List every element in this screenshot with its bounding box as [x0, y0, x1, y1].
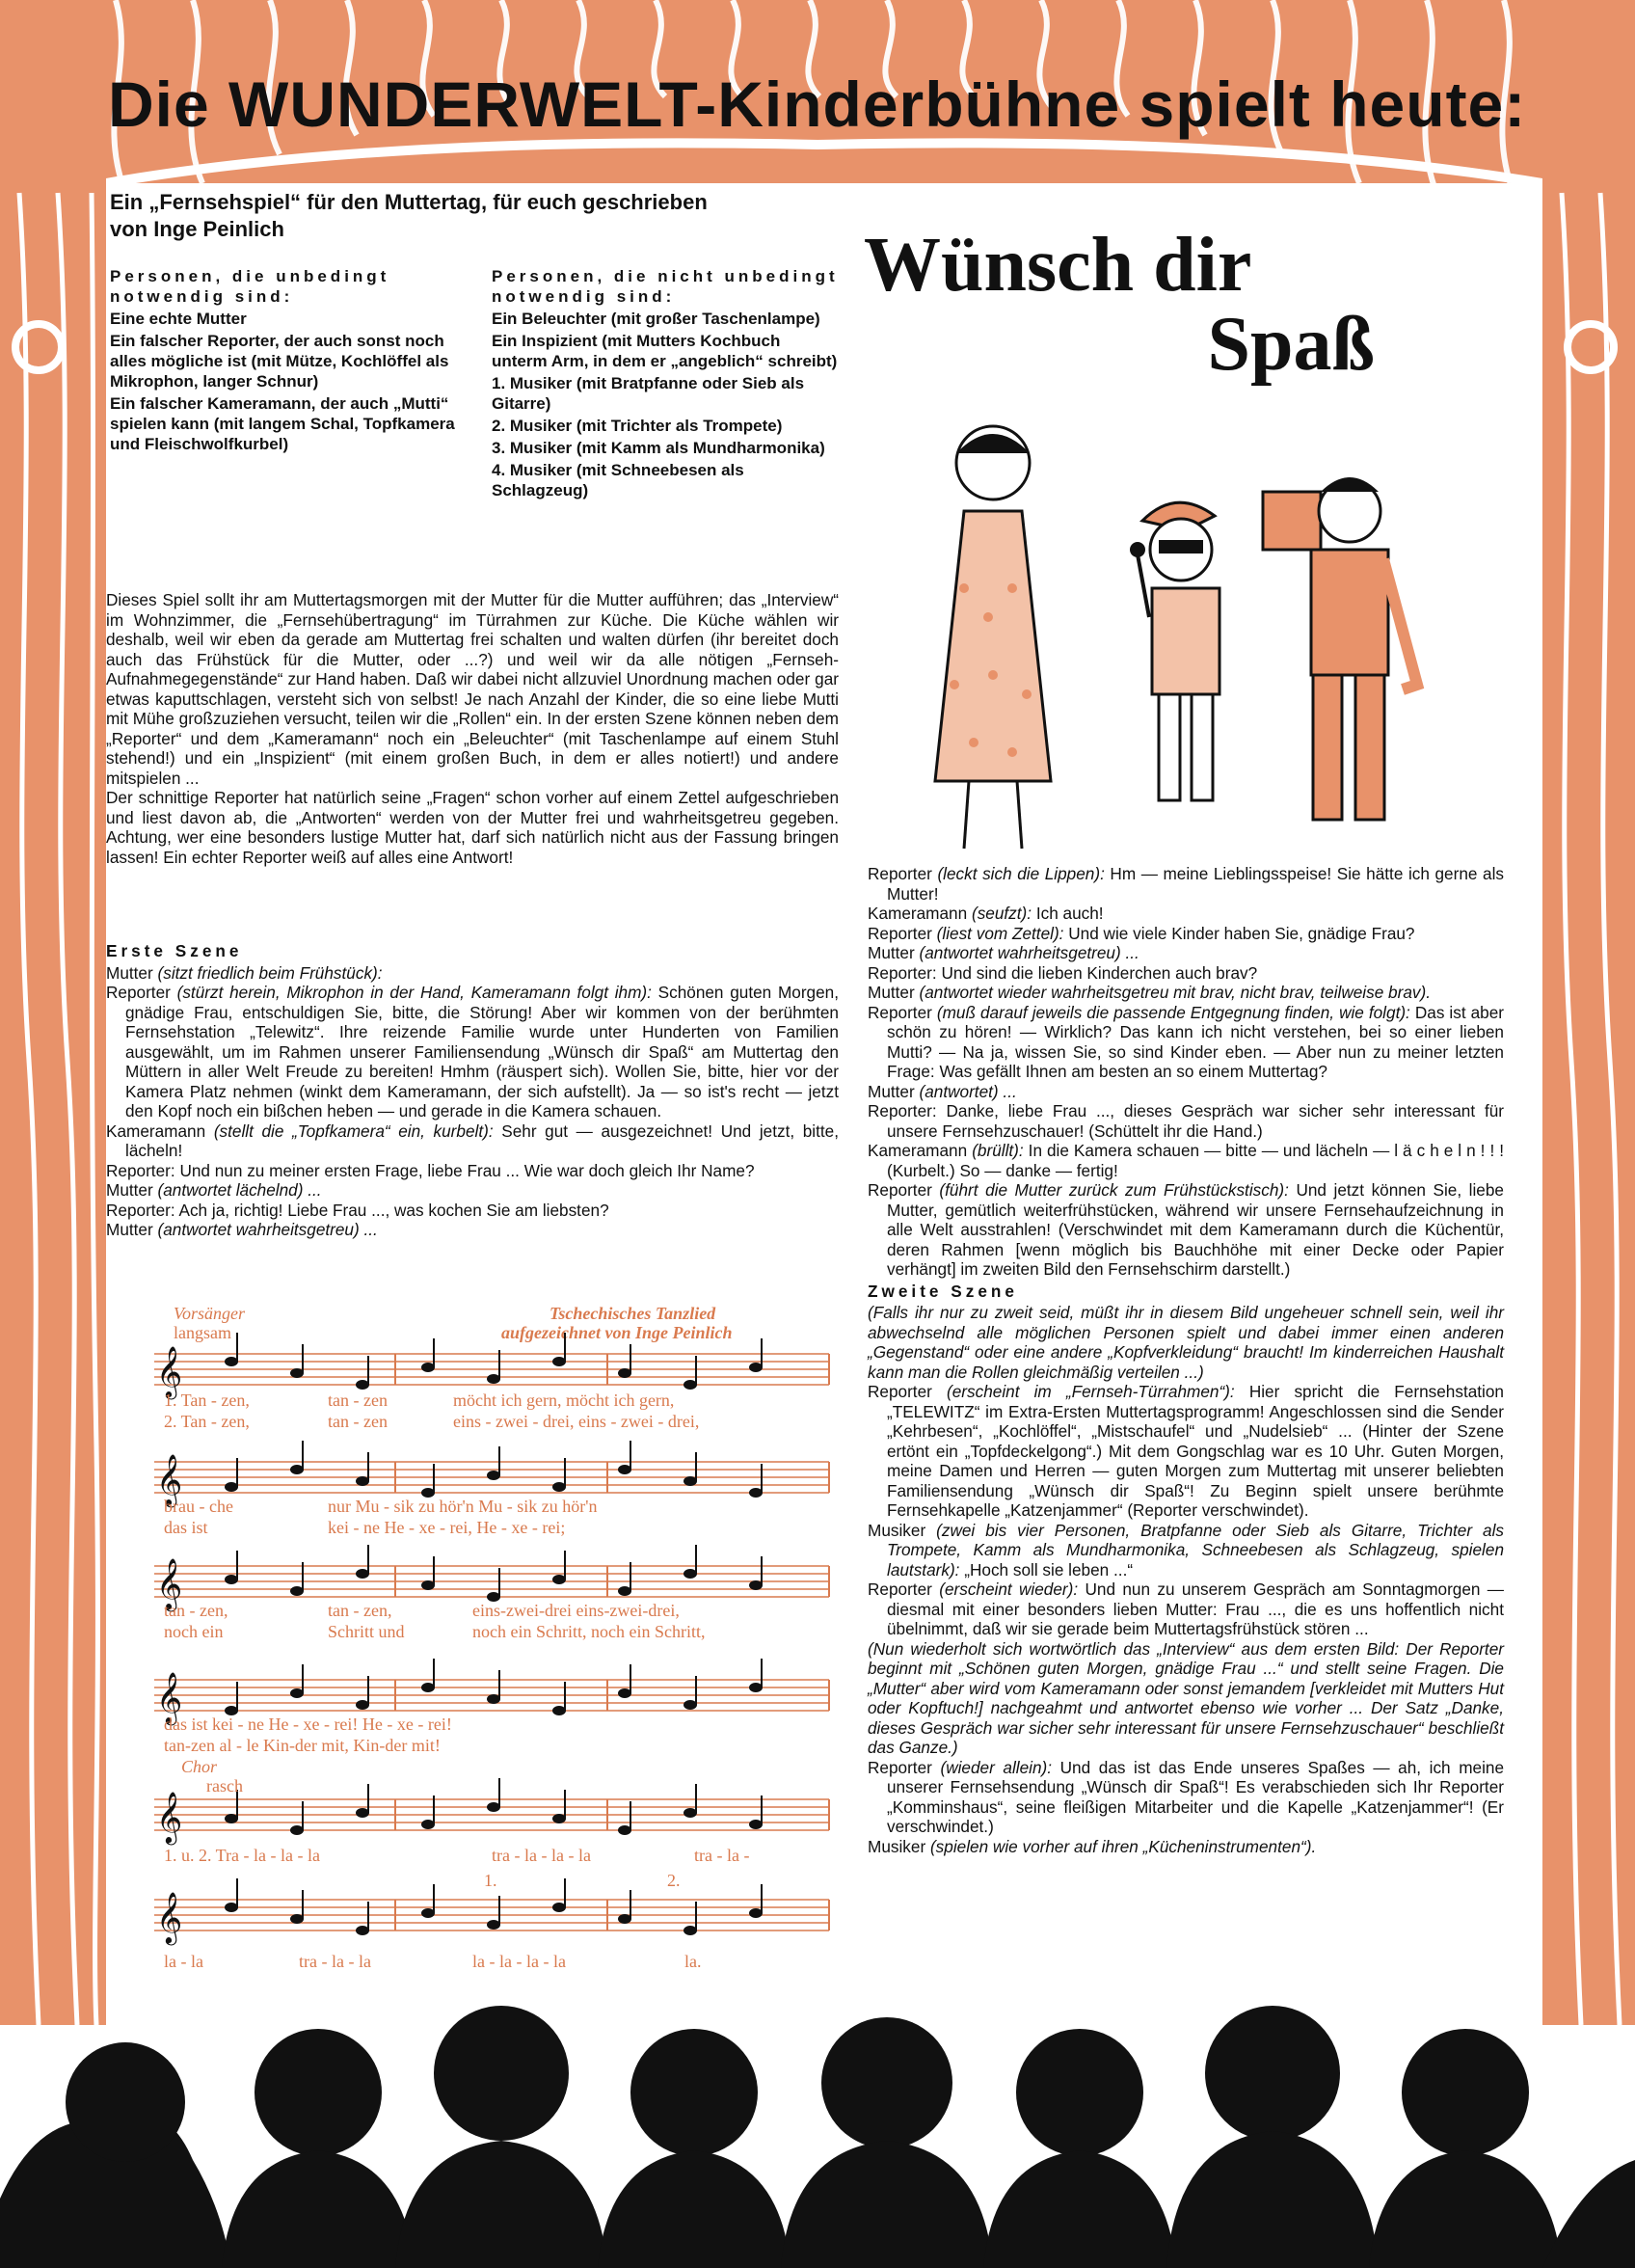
note-head: [225, 1814, 238, 1823]
note-head: [552, 1903, 566, 1912]
dialogue-line: [106, 1180, 839, 1201]
note-head: [487, 1802, 500, 1812]
intro-paragraph: Der schnittige Reporter hat natürlich seine „Fragen“ schon vorher auf einem Zettel aufgeschrieben und liest davon ab, die „Antworten“ werden von der Mutter frei und wahrheitsgetreu gegeben. Achtung, wer eine besonders lustige Mutter hat, darf sich natürlich nicht aus der Fassung bringen lassen! Ein echter Reporter weiß auf alles eine Antwort!: [106, 788, 839, 867]
dialogue-text: Und nun zu meiner ersten Frage, liebe Frau ... Wie war doch gleich Ihr Name?: [179, 1160, 755, 1180]
lyric: noch ein: [164, 1622, 224, 1641]
lyric: das ist kei - ne He - xe - rei! He - xe - rei!: [164, 1714, 452, 1734]
persons-optional-heading: Personen, die nicht unbedingt notwendig sind:: [492, 267, 839, 306]
dialogue-text: In die Kamera schauen — bitte — und lächeln — l ä c h e l n ! ! ! (Kurbelt.) So — danke — fertig!: [887, 1141, 1504, 1180]
stage-direction: (stürzt herein, Mikrophon in der Hand, Kameramann folgt ihm):: [176, 983, 652, 1002]
note-head: [683, 1926, 697, 1935]
note-head: [487, 1471, 500, 1480]
mother-figure: [935, 426, 1051, 849]
dialogue-text: „Hoch soll sie leben ...“: [964, 1559, 1134, 1580]
stage-direction: (spielen wie vorher auf ihren „Kücheninstrumenten“).: [929, 1836, 1317, 1856]
dialogue-text: Und nun zu unserem Gespräch am Sonntagmorgen — diesmal mit einer besonders lieben Mutter: Frau ..., die es uns hoffentlich nicht übelnimmt, daß wir sie gerade beim Muttertagsfrühstück stören ...: [887, 1580, 1504, 1638]
note-head: [421, 1908, 435, 1918]
dialogue-line: [106, 1220, 839, 1240]
lyric: das ist: [164, 1518, 208, 1537]
dialogue-line: [106, 1121, 839, 1161]
subheading-line1: Ein „Fernsehspiel“ für den Muttertag, für euch geschrieben: [110, 190, 708, 214]
note-head: [683, 1380, 697, 1390]
persons-item: Ein falscher Reporter, der auch sonst noch alles mögliche ist (mit Mütze, Kochlöffel als Mikrophon, langer Schnur): [110, 332, 449, 391]
note-head: [749, 1820, 763, 1829]
note-head: [618, 1688, 631, 1698]
lyric: noch ein Schritt, noch ein Schritt,: [472, 1622, 706, 1641]
stage-direction: (muß darauf jeweils die passende Entgegnung finden, wie folgt):: [936, 1002, 1410, 1022]
note-head: [618, 1586, 631, 1596]
persons-item: 2. Musiker (mit Trichter als Trompete): [492, 417, 783, 435]
note-head: [421, 1820, 435, 1829]
dialogue-text: Hier spricht die Fernsehstation „TELEWITZ“ im Extra-Ersten Muttertagsprogramm! Angeschlossen sind die Sender „Kehrbesen“, „Kochlöffel“, „Mistschaufel“ und „Nudelsieb“ ... (Hinter der Szene ertönt ein „Topfdeckelgong“.) Mit dem Gongschlag war es 10 Uhr. Guten Morgen, meine Damen und Herren — guten Morgen zum Muttertag mit unserer beliebten Familiensendung „Wünsch dir Spaß“! Zu Beginn spielt unsere berühmte Fernsehkapelle „Katzenjammer“ (Reporter verschwindet).: [887, 1382, 1504, 1520]
note-head: [552, 1706, 566, 1715]
sheet-music: [106, 1302, 839, 1981]
role: Mutter: [868, 1081, 915, 1101]
role: Reporter: [868, 1757, 932, 1777]
lyric: tra - la -: [694, 1846, 750, 1865]
note-head: [421, 1580, 435, 1590]
dialogue-line: [868, 1180, 1504, 1280]
lyric: la.: [684, 1952, 702, 1971]
dialogue-line: [106, 983, 839, 1121]
play-title: [864, 223, 1490, 387]
note-head: [749, 1363, 763, 1372]
lyric: la - la: [164, 1952, 203, 1971]
role: Reporter: [106, 983, 171, 1002]
stage-direction: (zwei bis vier Personen, Bratpfanne oder Sieb als Gitarre, Trichter als Trompete, Kamm als Mundharmonika, Schneebesen als Schlagzeug, spielen lautstark):: [887, 1520, 1504, 1580]
intro-paragraph: Dieses Spiel sollt ihr am Muttertagsmorgen mit der Mutter für die Mutter aufführen; das „Interview“ im Wohnzimmer, die „Fernsehübertragung“ im Türrahmen zur Küche. Die Küche wählen wir deshalb, weil wir eben da gerade am Muttertag frei schalten und walten dürfen (ihr bereitet doch auch das Frühstück für die Mutter, oder ...?) und weil wir da alle nötigen „Fernseh-Aufnahmegegenstände“ zur Hand haben. Daß wir dabei nicht allzuviel Unordnung machen oder gar etwas kaputtschlagen, versteht sich von selbst! Je nach Anzahl der Kinder, die so eine liebe Mutti mit Mühe großzuziehen versucht, teilen wir die „Rollen“ ein. In der ersten Szene können neben dem „Reporter“ und dem „Kameramann“ noch ein „Beleuchter“ (mit Taschenlampe auf einem Stuhl stehend!) und ein „Inspizient“ (mit einem großen Buch, in dem er alles notiert!) und andere mitspielen ...: [106, 590, 839, 788]
stage-direction: (antwortet wahrheitsgetreu) ...: [919, 943, 1139, 962]
lyric: la - la - la - la: [472, 1952, 566, 1971]
stage-direction: (antwortet lächelnd) ...: [157, 1180, 322, 1200]
persons-item: 3. Musiker (mit Kamm als Mundharmonika): [492, 439, 825, 457]
stage-direction: (Nun wiederholt sich wortwörtlich das „Interview“ aus dem ersten Bild: Der Reporter beginnt mit „Schönen guten Morgen, gnädige Frau ...“ und stellt seine Fragen. Die „Mutter“ aber wird vom Kameramann oder sonst jemandem [verkleidet mit Mutters Hut oder Kopftuch!] nachgeahmt und antwortet ebenso wie vorher ... Der Satz „Danke, dieses Gespräch war sicher sehr interessant für unsere Fernsehzuschauer“ beschließt das Ganze.): [868, 1638, 1504, 1757]
note-head: [225, 1903, 238, 1912]
reporter-figure: [1130, 502, 1220, 800]
persons-optional: [492, 266, 839, 502]
dialogue-text: Und das ist das Ende unseres Spaßes — ah, ich meine unserer Fernsehsendung „Wünsch dir Spaß“! Es verabschieden sich Ihr Reporter „Komminshaus“, seine fleißigen Mitarbeiter und die Kapelle „Katzenjammer“! (Er verschwindet.): [887, 1757, 1505, 1836]
note-head: [683, 1700, 697, 1710]
persons-necessary-heading: Personen, die unbedingt notwendig sind:: [110, 267, 390, 306]
note-head: [356, 1700, 369, 1710]
dialogue-text: Danke, liebe Frau ..., dieses Gespräch war sicher sehr interessant für unsere Fernsehzuschauer! (Schüttelt ihr die Hand.): [887, 1101, 1504, 1141]
play-title-line1: Wünsch dir: [864, 223, 1252, 308]
curtain-left-graphic: [0, 0, 106, 2025]
dialogue-line: [868, 963, 1504, 984]
treble-clef-icon: 𝄞: [156, 1557, 183, 1609]
role: Musiker: [868, 1836, 926, 1856]
role: Reporter: [868, 1382, 932, 1401]
main-content: [106, 183, 1542, 1996]
role: Reporter: [868, 864, 932, 883]
persons-item: 4. Musiker (mit Schneebesen als Schlagzeug): [492, 461, 744, 500]
note-head: [290, 1825, 304, 1835]
dialogue-line: [868, 864, 1504, 904]
role: Reporter: [868, 1002, 932, 1022]
dialogue-line: [868, 924, 1504, 944]
stage-direction: (führt die Mutter zurück zum Frühstückstisch):: [939, 1180, 1289, 1200]
note-head: [618, 1465, 631, 1474]
volta-2: 2.: [667, 1871, 681, 1890]
lyric: tra - la - la - la: [492, 1846, 591, 1865]
dialogue-line: [868, 1382, 1504, 1521]
role: Mutter: [106, 962, 153, 983]
note-head: [487, 1920, 500, 1930]
note-head: [356, 1569, 369, 1579]
note-head: [421, 1683, 435, 1692]
lyric: tra - la - la: [299, 1952, 371, 1971]
curtain-right-graphic: [1542, 0, 1635, 2025]
dialogue-text: Ach ja, richtig! Liebe Frau ..., was kochen Sie am liebsten?: [178, 1200, 609, 1220]
voice-label: Vorsänger: [174, 1304, 246, 1323]
song-credit: aufgezeichnet von Inge Peinlich: [501, 1323, 733, 1342]
role: Reporter: [868, 923, 932, 943]
lyric: 1. Tan - zen,: [164, 1390, 250, 1410]
stage-direction: (antwortet wieder wahrheitsgetreu mit brav, nicht brav, teilweise brav).: [919, 983, 1431, 1002]
dialogue-line: [868, 1580, 1504, 1639]
lyric: tan - zen,: [328, 1601, 392, 1620]
dialogue-line: [868, 1521, 1504, 1580]
tempo-label: rasch: [206, 1776, 243, 1796]
intro-text: [106, 590, 839, 867]
role: Reporter:: [106, 1200, 175, 1220]
lyric: brau - che: [164, 1497, 233, 1516]
dialogue-line: [868, 983, 1504, 1003]
note-head: [290, 1688, 304, 1698]
note-head: [225, 1575, 238, 1584]
dialogue-line: [868, 904, 1504, 924]
role: Reporter:: [868, 1101, 937, 1120]
stage-direction: (liest vom Zettel):: [936, 923, 1064, 943]
dialogue-line: [106, 963, 839, 984]
note-head: [356, 1380, 369, 1390]
note-head: [683, 1476, 697, 1486]
dialogue-line: [868, 943, 1504, 963]
persons-item: 1. Musiker (mit Bratpfanne oder Sieb als Gitarre): [492, 374, 805, 413]
note-head: [749, 1908, 763, 1918]
dialogue-line: [868, 1101, 1504, 1141]
treble-clef-icon: 𝄞: [156, 1671, 183, 1723]
role: Musiker: [868, 1520, 926, 1540]
treble-clef-icon: 𝄞: [156, 1791, 183, 1843]
curtain-right-border: [1542, 0, 1635, 2025]
role: Mutter: [106, 1220, 153, 1239]
children-illustration: [897, 395, 1504, 878]
role: Mutter: [868, 983, 915, 1002]
lyric: möcht ich gern, möcht ich gern,: [453, 1390, 675, 1410]
stage-direction: (erscheint wieder):: [939, 1580, 1079, 1599]
dialogue-text: Und sind die lieben Kinderchen auch brav?: [941, 962, 1258, 983]
note-head: [552, 1814, 566, 1823]
note-head: [356, 1808, 369, 1818]
tempo-label: langsam: [174, 1323, 231, 1342]
role: Mutter: [106, 1180, 153, 1200]
role: Kameramann: [868, 1141, 968, 1160]
dialogue-text: Das ist aber schön zu hören! — Wirklich? Das kann ich nicht verstehen, bei so einer lieben Mutti? — Na ja, wissen Sie, so sind Kinder eben. — Aber nun zu meiner letzten Frage: Was gefällt Ihnen am besten an so einem Muttertag?: [887, 1002, 1504, 1081]
role: Reporter:: [106, 1160, 175, 1180]
note-head: [290, 1914, 304, 1924]
stage-direction: (erscheint im „Fernseh-Türrahmen“):: [947, 1382, 1235, 1401]
persons-item: Eine echte Mutter: [110, 310, 247, 328]
note-head: [356, 1476, 369, 1486]
lyric: eins - zwei - drei, eins - zwei - drei,: [453, 1412, 700, 1431]
lyric: tan - zen: [328, 1412, 388, 1431]
volta-1: 1.: [484, 1871, 497, 1890]
note-head: [749, 1683, 763, 1692]
note-head: [552, 1357, 566, 1366]
note-head: [618, 1914, 631, 1924]
stage-direction: (wieder allein):: [940, 1757, 1053, 1777]
role: Mutter: [868, 943, 915, 962]
note-head: [618, 1825, 631, 1835]
scene1-heading: Erste Szene: [106, 941, 243, 960]
note-head: [290, 1586, 304, 1596]
stage-direction: (stellt die „Topfkamera“ ein, kurbelt):: [213, 1120, 494, 1141]
scene1-left: [106, 939, 839, 1240]
stage-direction: (brüllt):: [972, 1141, 1024, 1160]
persons-necessary: [110, 266, 457, 456]
scene2-note: [868, 1303, 1504, 1382]
dialogue-line: [868, 1141, 1504, 1180]
dialogue-line: [868, 1837, 1504, 1857]
lyric: nur Mu - sik zu hör'n Mu - sik zu hör'n: [328, 1497, 598, 1516]
note-head: [487, 1374, 500, 1384]
treble-clef-icon: 𝄞: [156, 1453, 183, 1505]
lyric: tan - zen: [328, 1390, 388, 1410]
lyric: kei - ne He - xe - rei, He - xe - rei;: [328, 1518, 566, 1537]
scene2-heading: Zweite Szene: [868, 1281, 1018, 1301]
dialogue-line: [106, 1161, 839, 1181]
stage-direction: (Falls ihr nur zu zweit seid, müßt ihr in diesem Bild ungeheuer schnell sein, weil ihr abwechselnd alle möglichen Personen spielt und dabei immer einen anderen „Gegenstand“ oder eine andere „Kopfverkleidung“ braucht! Im kinderreichen Haushalt kann man die Rollen gleichmäßig verteilen ...): [868, 1303, 1504, 1382]
dialogue-line: [868, 1639, 1504, 1758]
lyric: 2. Tan - zen,: [164, 1412, 250, 1431]
note-head: [552, 1482, 566, 1492]
dialogue-line: [868, 1082, 1504, 1102]
curtain-left-border: [0, 0, 106, 2025]
note-head: [749, 1580, 763, 1590]
audience-silhouettes: [0, 1967, 1635, 2268]
lyric: 1. u. 2. Tra - la - la - la: [164, 1846, 320, 1865]
dialogue-text: Und jetzt können Sie, liebe Mutter, gemütlich weiterfrühstücken, während wir unsere Fernsehaufzeichnung in alle Welt ausstrahlen! (Verschwindet mit dem Kameramann durch die Küchentür, deren Rahmen [wenn möglich bis Bauchhöhe mit einer Decke oder Papier verhängt] im zweiten Bild den Fernsehschirm darstellt.): [887, 1180, 1504, 1279]
role: Reporter: [868, 1180, 932, 1200]
stage-direction: (seufzt):: [971, 904, 1032, 923]
stage-direction: (sitzt friedlich beim Frühstück):: [157, 962, 383, 983]
cameraman-figure: [1263, 477, 1417, 820]
note-head: [552, 1575, 566, 1584]
lyric: tan - zen,: [164, 1601, 228, 1620]
lyric: eins-zwei-drei eins-zwei-drei,: [472, 1601, 680, 1620]
note-head: [749, 1488, 763, 1498]
dialogue-line: [106, 1201, 839, 1221]
persons-item: Ein Inspizient (mit Mutters Kochbuch unterm Arm, in dem er „angeblich“ schreibt): [492, 332, 838, 370]
dialogue-text: Und wie viele Kinder haben Sie, gnädige Frau?: [1068, 923, 1415, 943]
dialogue-text: Sehr gut — ausgezeichnet! Und jetzt, bitte, lächeln!: [125, 1120, 840, 1160]
lyric: tan-zen al - le Kin-der mit, Kin-der mit!: [164, 1736, 441, 1755]
page-headline: Die WUNDERWELT-Kinderbühne spielt heute:: [108, 68, 1527, 140]
stage-direction: (leckt sich die Lippen):: [937, 864, 1105, 883]
note-head: [290, 1465, 304, 1474]
role: Kameramann: [106, 1120, 206, 1141]
note-head: [421, 1363, 435, 1372]
lyric: Schritt und: [328, 1622, 405, 1641]
note-head: [225, 1482, 238, 1492]
note-head: [290, 1368, 304, 1378]
note-head: [683, 1808, 697, 1818]
song-title: Tschechisches Tanzlied: [549, 1304, 716, 1323]
stage-direction: (antwortet) ...: [919, 1081, 1017, 1101]
subheading-author: von Inge Peinlich: [110, 217, 284, 241]
stage-direction: (antwortet wahrheitsgetreu) ...: [157, 1220, 378, 1239]
note-head: [356, 1926, 369, 1935]
dialogue-line: [868, 1758, 1504, 1837]
dialogue-text: Hm — meine Lieblingsspeise! Sie hätte ich gerne als Mutter!: [887, 864, 1504, 904]
note-head: [225, 1357, 238, 1366]
role: Kameramann: [868, 904, 968, 923]
note-head: [487, 1694, 500, 1704]
role: Reporter:: [868, 962, 937, 983]
subheading: [110, 189, 852, 243]
treble-clef-icon: 𝄞: [156, 1345, 183, 1397]
dialogue-text: Ich auch!: [1035, 904, 1104, 923]
treble-clef-icon: 𝄞: [156, 1891, 183, 1943]
scene-right-column: [868, 864, 1504, 1856]
dialogue-line: [868, 1003, 1504, 1082]
dialogue-text: Schönen guten Morgen, gnädige Frau, entschuldigen Sie, bitte, die Störung! Aber wir kommen von der berühmten Fernsehstation „Telewitz“. Ihre reizende Familie wurde unter Hunderten von Familien ausgewählt, um im Rahmen unserer Familiensendung „Wünsch dir Spaß“ am Muttertag den Müttern in aller Welt Freude zu bereiten! Hmhm (räuspert sich). Wollen Sie, bitte, hier vor der Kamera Platz nehmen (winkt dem Kameramann, der sich aufstellt). Ja — so ist's recht — jetzt den Kopf noch ein bißchen heben — und gerade in die Kamera schauen.: [125, 983, 840, 1120]
play-title-line2: Spaß: [1207, 302, 1375, 387]
persons-item: Ein falscher Kameramann, der auch „Mutti“ spielen kann (mit langem Schal, Topfkamera und Fleischwolfkurbel): [110, 394, 455, 453]
note-head: [618, 1368, 631, 1378]
note-head: [683, 1569, 697, 1579]
chorus-label: Chor: [181, 1757, 218, 1776]
persons-item: Ein Beleuchter (mit großer Taschenlampe): [492, 310, 820, 328]
role: Reporter: [868, 1580, 932, 1599]
